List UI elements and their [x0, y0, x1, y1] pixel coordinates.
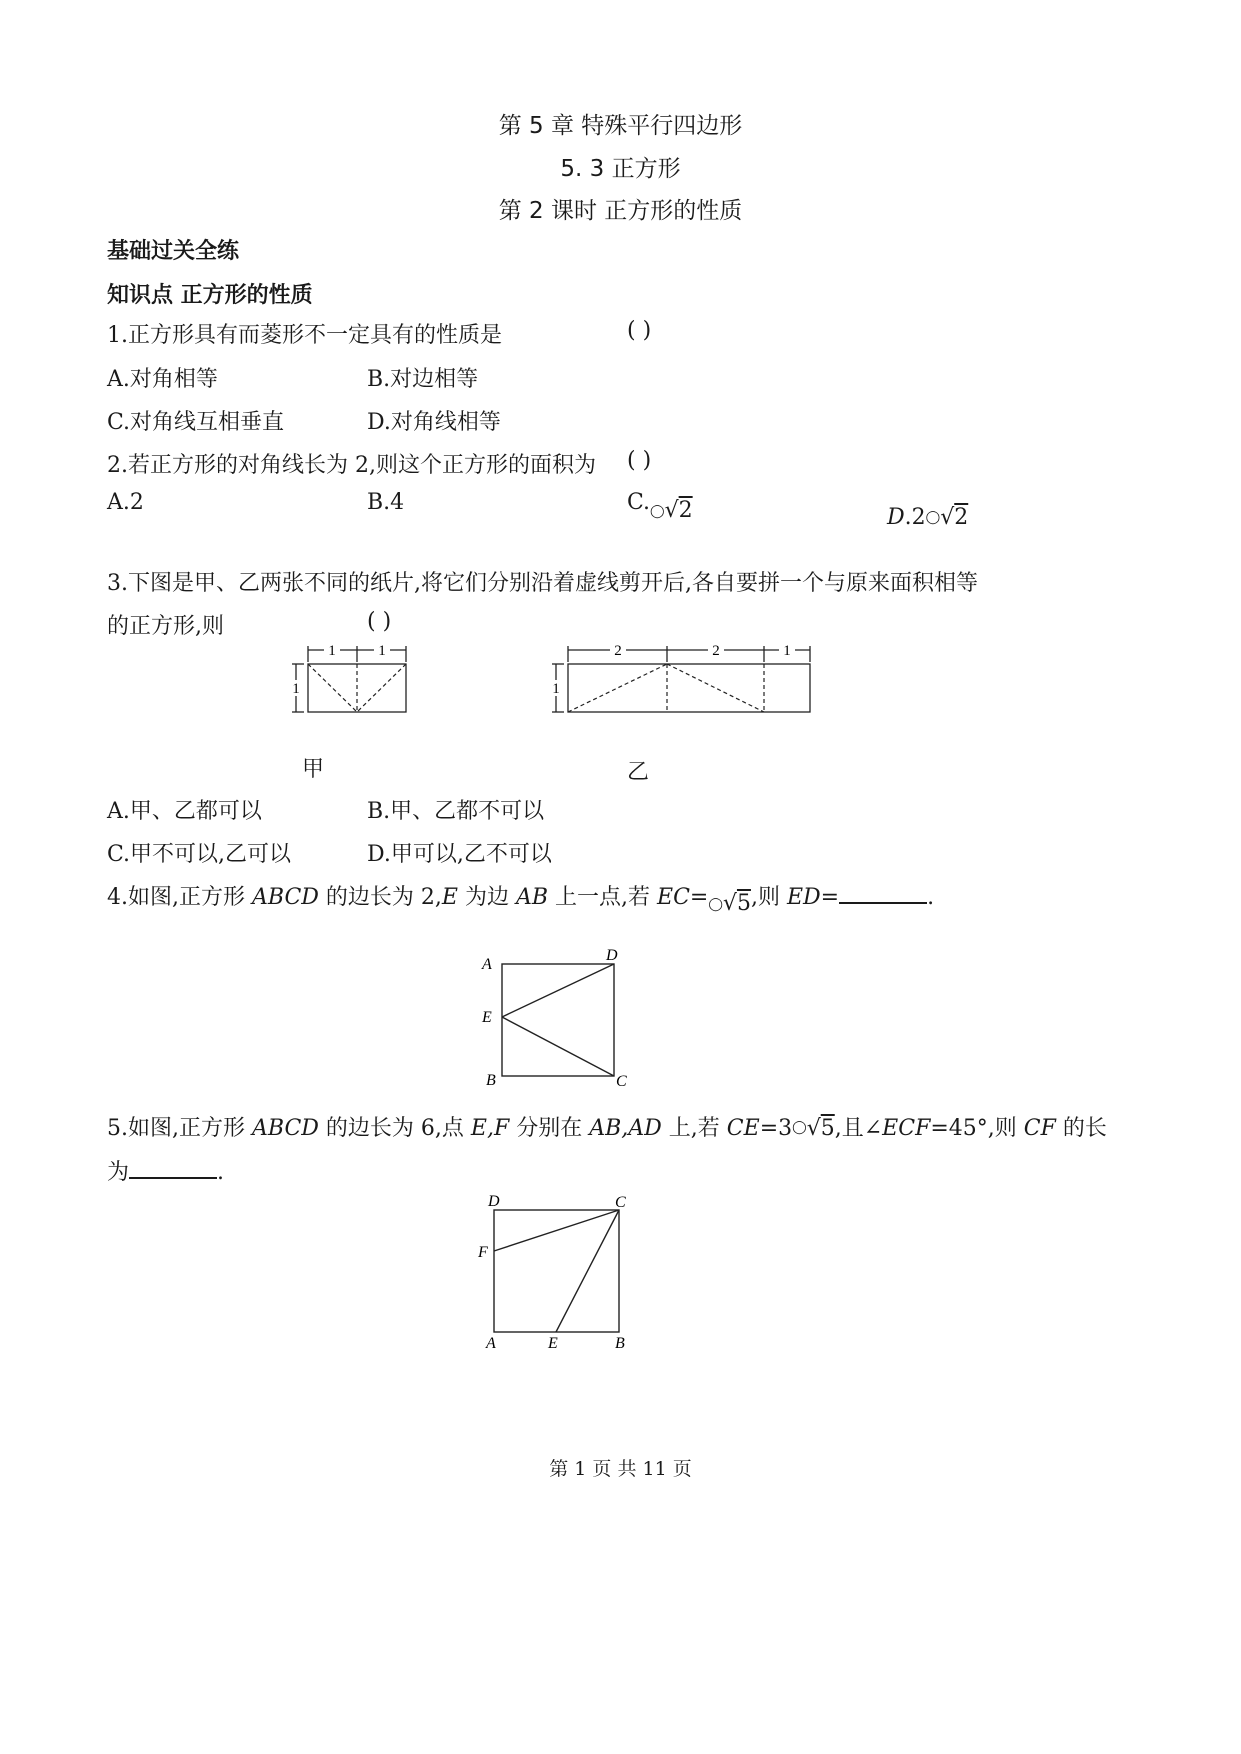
q3-answer-paren: ( )	[367, 609, 392, 634]
q5-figure	[470, 1190, 640, 1355]
q4-label-a: A	[482, 956, 492, 973]
q3-jia-caption: 甲	[302, 757, 325, 782]
q1-answer-paren: ( )	[627, 318, 652, 343]
q4-figure	[470, 940, 640, 1095]
q5-label-b: B	[615, 1335, 625, 1352]
q4-label-c: C	[616, 1073, 627, 1090]
q3-option-b: B.甲、乙都不可以	[367, 799, 545, 824]
q2-option-d: D.2◯√2	[887, 505, 969, 530]
q1-option-d: D.对角线相等	[367, 410, 501, 435]
chapter-title: 第 5 章 特殊平行四边形	[498, 113, 743, 139]
q3-option-c: C.甲不可以,乙可以	[107, 842, 292, 867]
jia-side-label: 1	[292, 681, 300, 697]
yi-top-label-1: 2	[614, 643, 622, 659]
jia-top-label-2: 1	[378, 643, 386, 659]
q5-stem-line2: 为 .	[107, 1155, 224, 1186]
section-title: 5. 3 正方形	[560, 156, 681, 182]
q3-stem-line2: 的正方形,则	[107, 614, 224, 639]
yi-top-label-3: 1	[783, 643, 791, 659]
q5-stem-line1: 5.如图,正方形 ABCD 的边长为 6,点 E,F 分别在 AB,AD 上,若 CE=3◯√5,且∠ECF=45°,则 CF 的长	[107, 1116, 1107, 1141]
q4-stem: 4.如图,正方形 ABCD 的边长为 2,E 为边 AB 上一点,若 EC=◯√5,则 ED= .	[107, 880, 934, 912]
q1-option-c: C.对角线互相垂直	[107, 410, 285, 435]
q2-option-a: A.2	[107, 490, 144, 515]
q4-label-b: B	[486, 1072, 496, 1089]
yi-side-label: 1	[552, 681, 560, 697]
q3-stem-line1: 3.下图是甲、乙两张不同的纸片,将它们分别沿着虚线剪开后,各自要拼一个与原来面积相等	[107, 571, 978, 596]
q2-option-c: $C._◯√2$	[627, 490, 693, 523]
q2-option-b: B.4	[367, 490, 405, 515]
q3-figure-yi	[550, 640, 820, 720]
yi-top-label-2: 2	[712, 643, 720, 659]
q3-figure-jia	[290, 640, 420, 720]
q4-label-e: E	[482, 1009, 492, 1026]
q2-answer-paren: ( )	[627, 448, 652, 473]
q5-answer-blank[interactable]	[129, 1155, 217, 1179]
q3-option-a: A.甲、乙都可以	[107, 799, 262, 824]
jia-top-label-1: 1	[328, 643, 336, 659]
lesson-title: 第 2 课时 正方形的性质	[498, 198, 743, 224]
q3-yi-caption: 乙	[627, 760, 650, 785]
q2-stem: 2.若正方形的对角线长为 2,则这个正方形的面积为	[107, 453, 596, 478]
q1-option-b: B.对边相等	[367, 367, 479, 392]
q5-label-f: F	[478, 1244, 488, 1261]
q3-option-d: D.甲可以,乙不可以	[367, 842, 552, 867]
page-footer: 第 1 页 共 11 页	[549, 1458, 692, 1480]
q4-label-d: D	[606, 947, 618, 964]
practice-heading: 基础过关全练	[107, 239, 240, 264]
knowledge-heading: 知识点 正方形的性质	[107, 283, 313, 308]
q5-label-e: E	[548, 1335, 558, 1352]
q5-label-d: D	[488, 1193, 500, 1210]
q4-answer-blank[interactable]	[839, 880, 927, 904]
q5-label-a: A	[486, 1335, 496, 1352]
q5-label-c: C	[615, 1194, 626, 1211]
q1-option-a: A.对角相等	[107, 367, 218, 392]
q1-stem: 1.正方形具有而菱形不一定具有的性质是	[107, 323, 502, 348]
